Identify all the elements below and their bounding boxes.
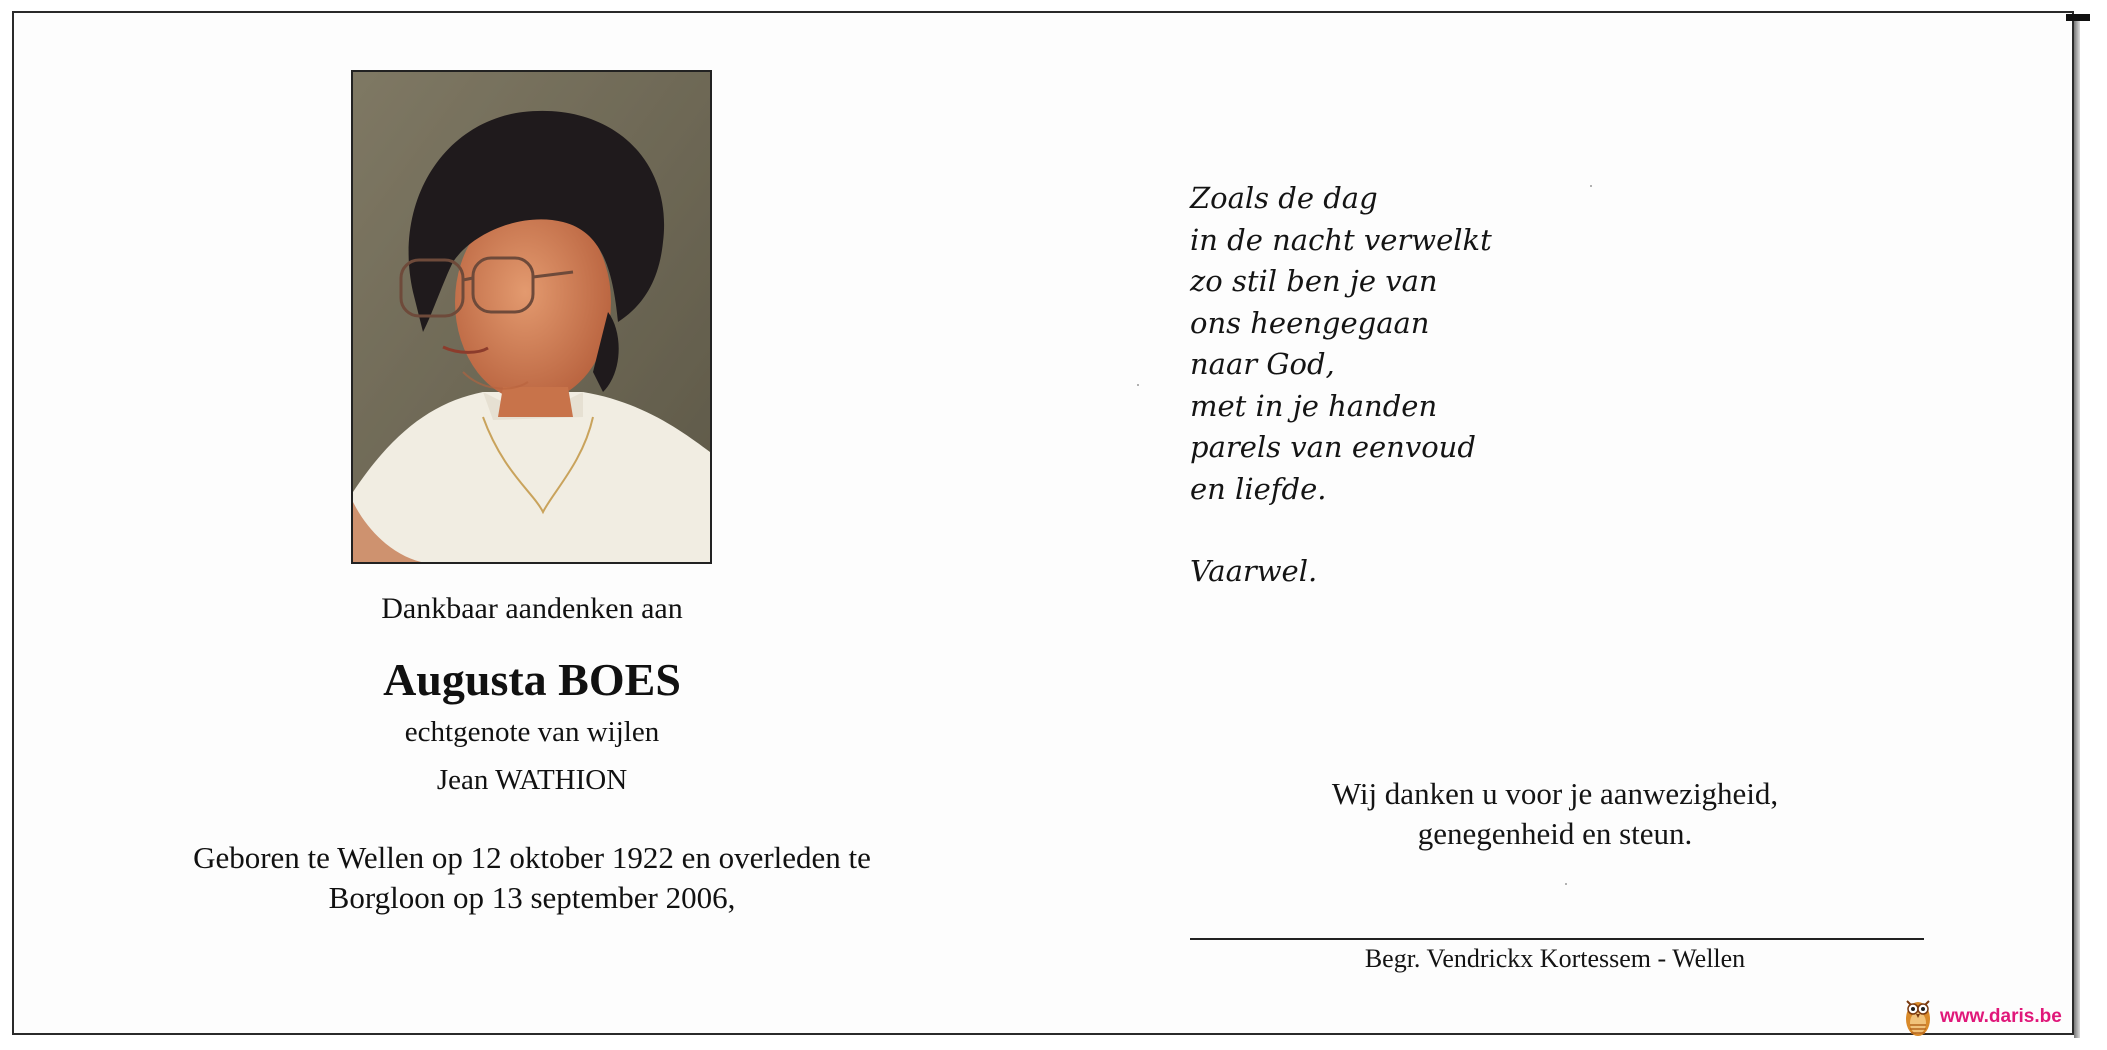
gratitude-line: Wij danken u voor je aanwezigheid, [1331,776,1779,811]
paper-speck [1137,384,1139,386]
deceased-name: Augusta BOES [383,654,681,705]
poem-line: naar God, [1190,347,1335,381]
undertaker-credit: Begr. Vendrickx Kortessem - Wellen [1364,944,1746,973]
corner-mark [2066,14,2090,21]
memorial-intro: Dankbaar aandenken aan [381,592,683,625]
spouse-relation: echtgenote van wijlen [404,716,660,748]
poem-line: en liefde. [1190,471,1327,506]
birth-death-line: Borgloon op 13 september 2006, [328,880,736,915]
spouse-name: Jean WATHION [436,764,628,796]
farewell-text: Vaarwel. [1190,554,1318,588]
poem-line: parels van eenvoud [1190,430,1476,464]
poem-line: zo stil ben je van [1190,264,1438,298]
watermark-url[interactable]: www.daris.be [1940,1006,2062,1027]
portrait-photo [351,70,712,564]
poem-line: met in je handen [1190,388,1438,423]
owl-logo-icon [1904,995,1932,1039]
portrait-image [353,72,710,562]
birth-death-details [150,838,914,918]
paper-speck [1565,883,1567,885]
poem-line: Zoals de dag [1190,181,1378,215]
divider-line [1190,938,1924,940]
birth-death-line: Geboren te Wellen op 12 oktober 1922 en overleden te [193,840,871,875]
poem-line: in de nacht verwelkt [1190,222,1492,257]
watermark[interactable] [1904,994,2062,1040]
poem [1190,178,1492,510]
paper-speck [1590,185,1592,187]
gratitude-text [1230,774,1880,854]
card-edge-shadow [2074,14,2080,1038]
poem-line: ons heengegaan [1190,305,1430,340]
gratitude-line: genegenheid en steun. [1417,816,1693,851]
